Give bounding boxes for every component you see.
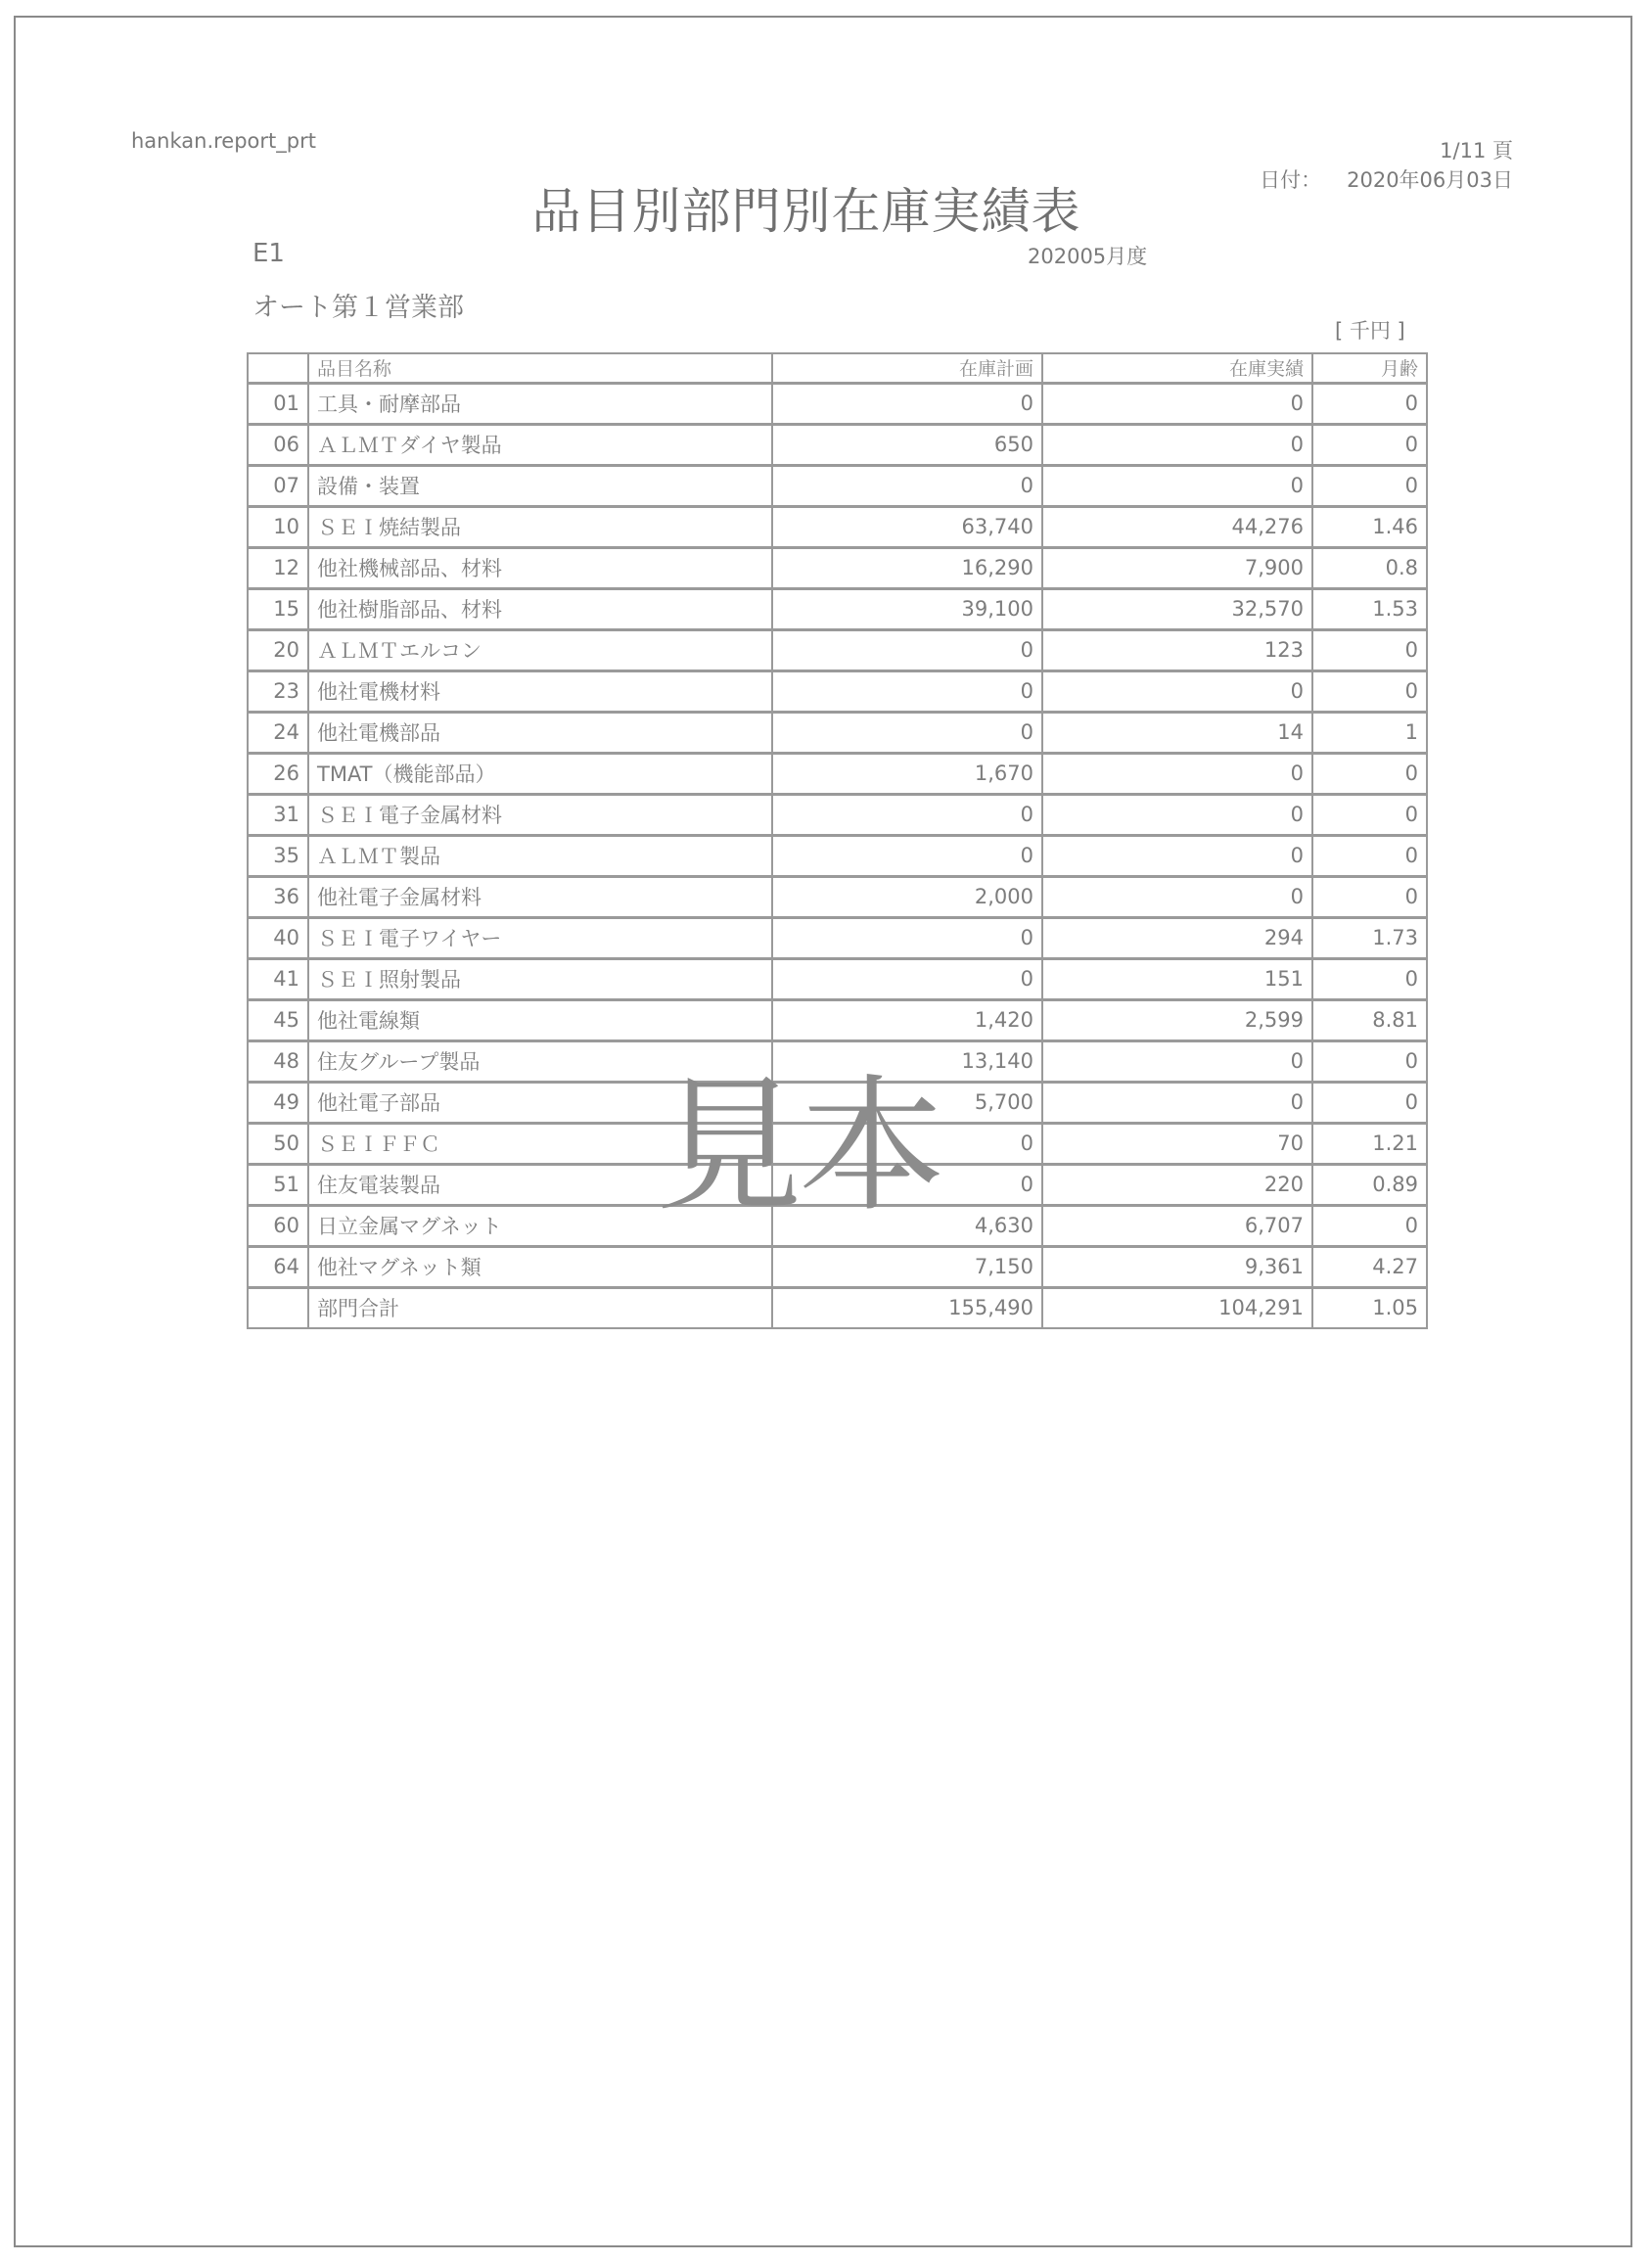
date-label: 日付： [1260,168,1322,192]
stock-age: 1.73 [1312,917,1427,958]
actual-stock: 0 [1042,670,1312,712]
department-name: オート第１営業部 [252,293,464,323]
item-code: 50 [248,1123,308,1164]
actual-stock: 0 [1042,794,1312,835]
item-name: ＳＥＩ電子ワイヤー [308,917,772,958]
stock-age: 1.53 [1312,588,1427,629]
item-name: 他社樹脂部品、材料 [308,588,772,629]
item-name: 他社機械部品、材料 [308,547,772,588]
col-age-header: 月齢 [1312,353,1427,383]
item-name: ＳＥＩＦＦＣ [308,1123,772,1164]
actual-stock: 151 [1042,958,1312,999]
item-name: ＡＬＭＴ製品 [308,835,772,876]
actual-stock: 0 [1042,835,1312,876]
planned-stock: 0 [772,629,1042,670]
stock-age: 1.46 [1312,506,1427,547]
item-name: 住友電装製品 [308,1164,772,1205]
item-name: 工具・耐摩部品 [308,383,772,424]
planned-stock: 0 [772,1123,1042,1164]
stock-age: 0 [1312,835,1427,876]
sample-watermark: 見本 [656,1062,942,1232]
item-code: 26 [248,753,308,794]
stock-age: 0 [1312,753,1427,794]
report-id: hankan.report_prt [131,129,316,153]
actual-stock: 104,291 [1042,1287,1312,1328]
stock-age: 8.81 [1312,999,1427,1040]
planned-stock: 5,700 [772,1082,1042,1123]
stock-age: 0 [1312,629,1427,670]
table-row [248,588,1427,629]
actual-stock: 32,570 [1042,588,1312,629]
planned-stock: 0 [772,670,1042,712]
table-row [248,794,1427,835]
item-name: TMAT（機能部品） [308,753,772,794]
planned-stock: 1,420 [772,999,1042,1040]
planned-stock: 2,000 [772,876,1042,917]
actual-stock: 44,276 [1042,506,1312,547]
report-period: 202005月度 [1028,245,1148,268]
stock-age: 0.89 [1312,1164,1427,1205]
item-code: 20 [248,629,308,670]
actual-stock: 0 [1042,383,1312,424]
col-actual-header: 在庫実績 [1042,353,1312,383]
item-code: 06 [248,424,308,465]
planned-stock: 0 [772,1164,1042,1205]
table-row [248,753,1427,794]
total-row [248,1287,1427,1328]
item-name: ＡＬＭＴダイヤ製品 [308,424,772,465]
stock-age: 0 [1312,424,1427,465]
stock-age: 0 [1312,876,1427,917]
table-row [248,629,1427,670]
item-code: 51 [248,1164,308,1205]
planned-stock: 63,740 [772,506,1042,547]
table-row [248,876,1427,917]
planned-stock: 7,150 [772,1246,1042,1287]
item-name: 他社電機材料 [308,670,772,712]
actual-stock: 2,599 [1042,999,1312,1040]
table-row [248,917,1427,958]
stock-age: 0 [1312,1205,1427,1246]
item-code: 45 [248,999,308,1040]
item-code: 48 [248,1040,308,1082]
col-name-header: 品目名称 [308,353,772,383]
planned-stock: 4,630 [772,1205,1042,1246]
stock-age: 0 [1312,958,1427,999]
item-code: 10 [248,506,308,547]
stock-age: 4.27 [1312,1246,1427,1287]
item-code: 49 [248,1082,308,1123]
item-name: 他社電機部品 [308,712,772,753]
table-row [248,465,1427,506]
report-title-text: 品目別部門別在庫実績表 [531,183,1081,240]
actual-stock: 0 [1042,465,1312,506]
item-code: 36 [248,876,308,917]
unit-label: [ 千円 ] [1335,319,1405,343]
item-code: 40 [248,917,308,958]
table-row [248,835,1427,876]
actual-stock: 0 [1042,876,1312,917]
actual-stock: 220 [1042,1164,1312,1205]
table-row [248,670,1427,712]
item-name: 他社電子金属材料 [308,876,772,917]
planned-stock: 0 [772,383,1042,424]
item-code: 60 [248,1205,308,1246]
actual-stock: 6,707 [1042,1205,1312,1246]
actual-stock: 0 [1042,424,1312,465]
stock-age: 1.05 [1312,1287,1427,1328]
stock-age: 0 [1312,465,1427,506]
item-code: 07 [248,465,308,506]
planned-stock: 650 [772,424,1042,465]
item-name: ＡＬＭＴエルコン [308,629,772,670]
item-code: 24 [248,712,308,753]
actual-stock: 14 [1042,712,1312,753]
stock-age: 0 [1312,670,1427,712]
stock-age: 0 [1312,1082,1427,1123]
item-code: 15 [248,588,308,629]
actual-stock: 0 [1042,753,1312,794]
item-code: 35 [248,835,308,876]
planned-stock: 16,290 [772,547,1042,588]
item-name: 他社電線類 [308,999,772,1040]
item-name: 設備・装置 [308,465,772,506]
item-name: ＳＥＩ照射製品 [308,958,772,999]
planned-stock: 0 [772,835,1042,876]
actual-stock: 123 [1042,629,1312,670]
actual-stock: 0 [1042,1040,1312,1082]
item-name: 日立金属マグネット [308,1205,772,1246]
actual-stock: 7,900 [1042,547,1312,588]
item-code: 64 [248,1246,308,1287]
stock-age: 1.21 [1312,1123,1427,1164]
stock-age: 0 [1312,794,1427,835]
table-row [248,712,1427,753]
item-code: 41 [248,958,308,999]
table-header-row [248,353,1427,383]
actual-stock: 9,361 [1042,1246,1312,1287]
planned-stock: 1,670 [772,753,1042,794]
actual-stock: 0 [1042,1082,1312,1123]
company-code: E1 [252,239,285,268]
actual-stock: 70 [1042,1123,1312,1164]
item-code: 12 [248,547,308,588]
table-row [248,547,1427,588]
item-code [248,1287,308,1328]
col-plan-header: 在庫計画 [772,353,1042,383]
col-code-header [248,353,308,383]
planned-stock: 155,490 [772,1287,1042,1328]
item-name: 部門合計 [308,1287,772,1328]
item-name: ＳＥＩ焼結製品 [308,506,772,547]
planned-stock: 0 [772,794,1042,835]
planned-stock: 0 [772,465,1042,506]
table-row [248,383,1427,424]
table-row [248,506,1427,547]
planned-stock: 0 [772,917,1042,958]
table-row [248,1246,1427,1287]
item-name: 他社マグネット類 [308,1246,772,1287]
planned-stock: 13,140 [772,1040,1042,1082]
planned-stock: 0 [772,712,1042,753]
item-code: 23 [248,670,308,712]
item-name: 他社電子部品 [308,1082,772,1123]
stock-age: 0.8 [1312,547,1427,588]
item-name: 住友グループ製品 [308,1040,772,1082]
stock-age: 1 [1312,712,1427,753]
item-code: 31 [248,794,308,835]
page-number: 1/11 頁 [1440,139,1513,162]
item-code: 01 [248,383,308,424]
planned-stock: 39,100 [772,588,1042,629]
date-value: 2020年06月03日 [1347,168,1513,192]
actual-stock: 294 [1042,917,1312,958]
table-row [248,424,1427,465]
planned-stock: 0 [772,958,1042,999]
item-name: ＳＥＩ電子金属材料 [308,794,772,835]
stock-age: 0 [1312,1040,1427,1082]
table-row [248,958,1427,999]
report-title [0,172,1652,243]
stock-age: 0 [1312,383,1427,424]
